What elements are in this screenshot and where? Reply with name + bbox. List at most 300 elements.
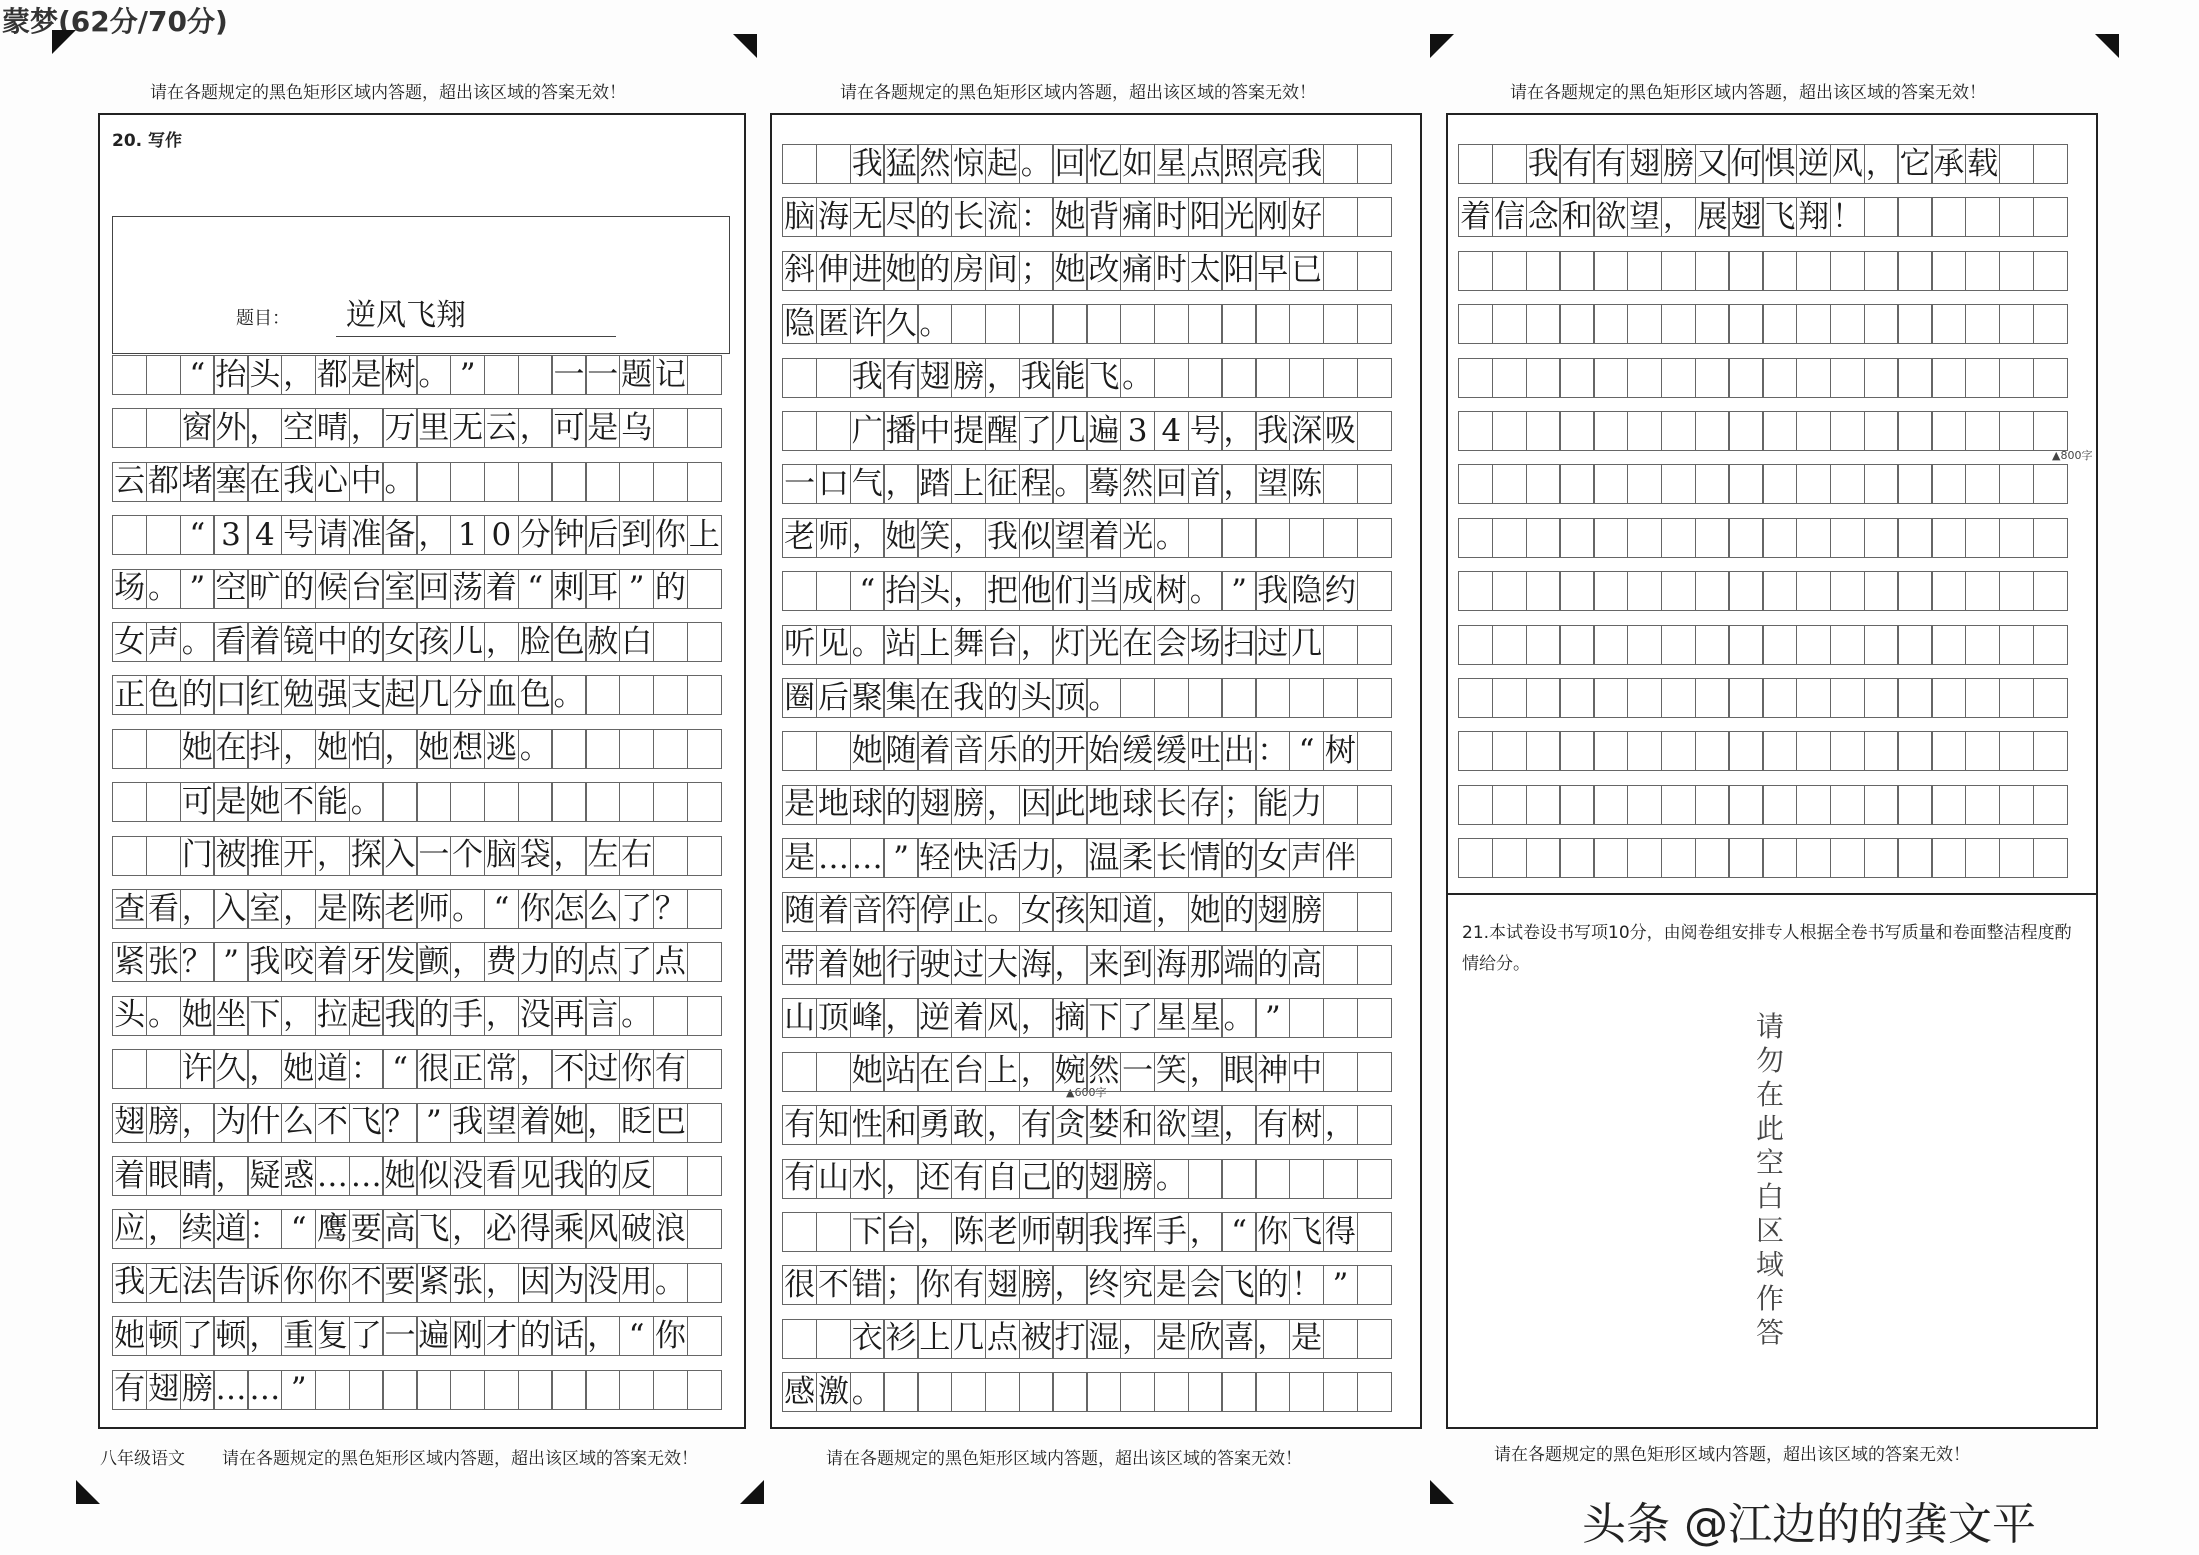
grid-cell: 了 — [1019, 411, 1054, 451]
grid-cell: 很 — [782, 1265, 817, 1305]
grid-cell: 着 — [484, 569, 519, 609]
grid-cell: 心 — [315, 462, 350, 502]
grid-cell — [1661, 678, 1696, 718]
grid-row — [112, 889, 720, 929]
grid-cell — [1188, 358, 1223, 398]
grid-cell: 舞 — [951, 625, 986, 665]
grid-cell: 牙 — [349, 942, 384, 982]
grid-cell: 窗 — [180, 408, 215, 448]
grid-cell: 。 — [653, 1263, 688, 1303]
grid-cell: 的 — [985, 678, 1020, 718]
grid-cell: 树 — [382, 355, 417, 395]
grid-cell: 望 — [484, 1103, 519, 1143]
grid-cell — [1695, 785, 1730, 825]
grid-cell: 水 — [850, 1159, 885, 1199]
grid-cell: 师 — [416, 889, 451, 929]
grid-row — [1458, 571, 2066, 611]
grid-cell: 是 — [1154, 1319, 1189, 1359]
grid-cell: 告 — [213, 1263, 248, 1303]
grid-cell: 球 — [850, 785, 885, 825]
grid-cell — [687, 782, 722, 822]
grid-cell: 中 — [349, 462, 384, 502]
grid-cell: 如 — [1120, 144, 1155, 184]
grid-cell: 里 — [416, 408, 451, 448]
grid-cell — [2033, 197, 2068, 237]
grid-cell: 她 — [281, 1049, 316, 1089]
grid-cell — [1627, 625, 1662, 665]
grid-cell: 为 — [213, 1103, 248, 1143]
grid-cell: “ — [850, 571, 885, 611]
grid-cell: 时 — [1154, 251, 1189, 291]
grid-cell: 孩 — [416, 622, 451, 662]
grid-cell — [1965, 731, 2000, 771]
grid-cell: ， — [883, 998, 918, 1038]
grid-cell: 的 — [1255, 1265, 1290, 1305]
grid-cell: 。 — [349, 782, 384, 822]
grid-cell: “ — [518, 569, 553, 609]
grid-cell: 反 — [619, 1156, 654, 1196]
grid-cell — [1796, 358, 1831, 398]
grid-cell: 我 — [281, 462, 316, 502]
grid-cell: 破 — [619, 1209, 654, 1249]
grid-cell: 似 — [416, 1156, 451, 1196]
grid-cell: 性 — [850, 1105, 885, 1145]
grid-cell: 能 — [315, 782, 350, 822]
grid-cell: ” — [450, 355, 485, 395]
grid-cell — [112, 515, 147, 555]
grid-cell: 在 — [1120, 625, 1155, 665]
grid-cell: 不 — [315, 1103, 350, 1143]
grid-cell — [1728, 518, 1763, 558]
grid-row — [782, 304, 1390, 344]
grid-cell: 的 — [585, 1156, 620, 1196]
grid-cell: 衣 — [850, 1319, 885, 1359]
grid-cell — [1830, 251, 1865, 291]
grid-cell: 拉 — [315, 996, 350, 1036]
grid-cell: 看 — [484, 1156, 519, 1196]
grid-cell — [1931, 678, 1966, 718]
grid-cell: 在 — [213, 729, 248, 769]
grid-cell: 树 — [1323, 731, 1358, 771]
grid-cell — [1323, 945, 1358, 985]
grid-cell: 当 — [1086, 571, 1121, 611]
grid-cell: 那 — [1188, 945, 1223, 985]
grid-cell — [1796, 731, 1831, 771]
grid-cell — [450, 1370, 485, 1410]
grid-cell: 刚 — [450, 1316, 485, 1356]
grid-cell: ， — [146, 1209, 181, 1249]
grid-cell — [1796, 251, 1831, 291]
grid-cell: 赦 — [585, 622, 620, 662]
grid-row — [782, 571, 1390, 611]
grid-cell — [1323, 144, 1358, 184]
grid-cell: 师 — [816, 518, 851, 558]
grid-cell — [1864, 464, 1899, 504]
grid-cell — [551, 1370, 586, 1410]
grid-cell: 想 — [450, 729, 485, 769]
grid-cell: 风 — [1830, 144, 1865, 184]
grid-cell — [1728, 304, 1763, 344]
question-20-number: 20. 写作 — [112, 131, 183, 151]
grid-cell — [1897, 251, 1932, 291]
grid-cell: 场 — [112, 569, 147, 609]
grid-cell: 脑 — [782, 197, 817, 237]
grid-cell: 喜 — [1221, 1319, 1256, 1359]
grid-cell — [518, 782, 553, 822]
grid-cell: ， — [1120, 1319, 1155, 1359]
grid-cell: 我 — [850, 144, 885, 184]
grid-cell — [985, 304, 1020, 344]
grid-cell: 可 — [180, 782, 215, 822]
grid-cell: ， — [1255, 1319, 1290, 1359]
word-mark-800: ▲800字 — [2052, 449, 2093, 462]
grid-cell: 摘 — [1052, 998, 1087, 1038]
grid-cell: 和 — [1559, 197, 1594, 237]
grid-cell: 程 — [1019, 464, 1054, 504]
grid-cell: 能 — [1255, 785, 1290, 825]
grid-cell — [1357, 358, 1392, 398]
grid-cell: 没 — [585, 1263, 620, 1303]
grid-cell — [1357, 1212, 1392, 1252]
grid-cell: ， — [917, 1212, 952, 1252]
grid-cell: 打 — [1052, 1319, 1087, 1359]
grid-cell: 堵 — [180, 462, 215, 502]
grid-cell: 点 — [653, 942, 688, 982]
grid-cell: 见 — [816, 625, 851, 665]
grid-cell — [1897, 785, 1932, 825]
grid-cell: 成 — [1120, 571, 1155, 611]
grid-cell: 她 — [180, 996, 215, 1036]
grid-cell: ！ — [1289, 1265, 1324, 1305]
grid-cell: ， — [585, 1316, 620, 1356]
grid-cell: 许 — [850, 304, 885, 344]
grid-cell: 无 — [450, 408, 485, 448]
grid-cell: 4 — [247, 515, 282, 555]
grid-cell — [1559, 678, 1594, 718]
grid-cell: 用 — [619, 1263, 654, 1303]
grid-cell: 逆 — [1796, 144, 1831, 184]
grid-cell: 常 — [484, 1049, 519, 1089]
grid-cell: 0 — [484, 515, 519, 555]
grid-cell: 贪 — [1052, 1105, 1087, 1145]
grid-cell — [1897, 571, 1932, 611]
grid-cell — [1830, 625, 1865, 665]
grid-cell — [1965, 411, 2000, 451]
grid-cell — [619, 782, 654, 822]
grid-cell: 峰 — [850, 998, 885, 1038]
grid-cell — [1931, 518, 1966, 558]
grid-cell — [1864, 518, 1899, 558]
grid-cell — [146, 515, 181, 555]
grid-cell: 外 — [213, 408, 248, 448]
grid-cell — [146, 729, 181, 769]
grid-cell: 然 — [1086, 1052, 1121, 1092]
grid-cell: 头 — [112, 996, 147, 1036]
grid-cell: “ — [180, 515, 215, 555]
grid-row — [1458, 411, 2066, 451]
grid-row — [112, 996, 720, 1036]
grid-cell: 入 — [213, 889, 248, 929]
grid-cell: 准 — [349, 515, 384, 555]
grid-cell — [1864, 625, 1899, 665]
grid-cell: 惧 — [1762, 144, 1797, 184]
grid-cell — [1830, 838, 1865, 878]
grid-row — [1458, 251, 2066, 291]
grid-cell — [1695, 411, 1730, 451]
grid-cell: 起 — [985, 144, 1020, 184]
grid-cell — [1255, 518, 1290, 558]
grid-cell: 抖 — [247, 729, 282, 769]
grid-row — [782, 998, 1390, 1038]
grid-cell — [951, 1372, 986, 1412]
grid-row — [782, 1319, 1390, 1359]
grid-cell: 复 — [315, 1316, 350, 1356]
grid-cell: 了 — [619, 942, 654, 982]
grid-cell — [1864, 785, 1899, 825]
grid-cell: 然 — [1120, 464, 1155, 504]
grid-cell: 符 — [883, 892, 918, 932]
grid-cell: 星 — [1154, 998, 1189, 1038]
grid-cell — [1796, 304, 1831, 344]
grid-cell: 发 — [382, 942, 417, 982]
grid-cell: 树 — [1154, 571, 1189, 611]
grid-cell — [816, 1319, 851, 1359]
grid-cell: 斜 — [782, 251, 817, 291]
grid-cell — [1999, 678, 2034, 718]
grid-cell — [1627, 678, 1662, 718]
grid-cell: 乌 — [619, 408, 654, 448]
grid-cell — [1154, 304, 1189, 344]
title-label: 题目： — [236, 308, 290, 329]
grid-cell — [1289, 1372, 1324, 1412]
grid-cell — [1559, 251, 1594, 291]
grid-cell: 无 — [146, 1263, 181, 1303]
grid-cell: ， — [1323, 1105, 1358, 1145]
grid-cell: 他 — [1019, 571, 1054, 611]
grid-cell — [1188, 304, 1223, 344]
grid-cell: ， — [484, 996, 519, 1036]
grid-cell — [1695, 304, 1730, 344]
essay-title: 逆风飞翔 — [336, 290, 616, 337]
grid-cell — [1897, 411, 1932, 451]
grid-cell — [687, 1103, 722, 1143]
grid-cell — [1897, 304, 1932, 344]
grid-cell — [687, 622, 722, 662]
grid-cell — [1289, 304, 1324, 344]
grid-cell — [1357, 518, 1392, 558]
grid-cell — [1864, 197, 1899, 237]
grid-cell: 把 — [985, 571, 1020, 611]
grid-cell — [1221, 518, 1256, 558]
grid-cell: 提 — [951, 411, 986, 451]
grid-cell: 望 — [1627, 197, 1662, 237]
grid-cell: 着 — [518, 1103, 553, 1143]
grid-cell: 她 — [180, 729, 215, 769]
grid-cell — [1593, 838, 1628, 878]
grid-cell: ” — [213, 942, 248, 982]
grid-cell: 膀 — [1289, 892, 1324, 932]
grid-cell: 着 — [112, 1156, 147, 1196]
grid-row — [112, 355, 720, 395]
grid-cell: 查 — [112, 889, 147, 929]
grid-cell — [1830, 411, 1865, 451]
grid-cell: 因 — [518, 1263, 553, 1303]
grid-cell: 巴 — [653, 1103, 688, 1143]
grid-cell: 浪 — [653, 1209, 688, 1249]
grid-cell: 了 — [180, 1316, 215, 1356]
grid-cell — [687, 1370, 722, 1410]
grid-cell: “ — [382, 1049, 417, 1089]
grid-cell: 惊 — [951, 144, 986, 184]
grid-row — [112, 729, 720, 769]
grid-cell: 膀 — [951, 358, 986, 398]
grid-cell — [1864, 731, 1899, 771]
grid-cell: 强 — [315, 675, 350, 715]
grid-cell: 不 — [281, 782, 316, 822]
grid-cell: 了 — [619, 889, 654, 929]
grid-cell — [1357, 144, 1392, 184]
grid-cell — [1458, 411, 1493, 451]
grid-cell — [1931, 251, 1966, 291]
grid-cell: 再 — [551, 996, 586, 1036]
grid-cell: … — [850, 838, 885, 878]
grid-cell — [1999, 785, 2034, 825]
grid-cell: 大 — [985, 945, 1020, 985]
grid-cell: 有 — [1019, 1105, 1054, 1145]
grid-cell — [1526, 518, 1561, 558]
grid-cell — [1289, 678, 1324, 718]
grid-cell: 应 — [112, 1209, 147, 1249]
grid-cell — [1830, 678, 1865, 718]
grid-row — [112, 408, 720, 448]
grid-cell — [687, 408, 722, 448]
grid-cell — [1120, 678, 1155, 718]
grid-cell: 风 — [585, 1209, 620, 1249]
grid-cell: 开 — [1052, 731, 1087, 771]
grid-cell — [1492, 838, 1527, 878]
grid-cell — [2033, 304, 2068, 344]
grid-cell: 刚 — [1255, 197, 1290, 237]
grid-cell: 上 — [985, 1052, 1020, 1092]
grid-cell — [2033, 625, 2068, 665]
grid-cell — [484, 1370, 519, 1410]
grid-cell — [1559, 571, 1594, 611]
grid-cell — [112, 408, 147, 448]
grid-cell: ？ — [382, 1103, 417, 1143]
grid-cell: 来 — [1086, 945, 1121, 985]
grid-cell — [1796, 411, 1831, 451]
bottom-notice-3: 请在各题规定的黑色矩形区域内答题，超出该区域的答案无效！ — [1494, 1445, 1970, 1465]
grid-cell: 是 — [315, 889, 350, 929]
grid-cell: 要 — [382, 1263, 417, 1303]
grid-cell: 的 — [416, 996, 451, 1036]
grid-cell: 。 — [180, 622, 215, 662]
grid-cell: ， — [1052, 838, 1087, 878]
grid-cell: 下 — [1086, 998, 1121, 1038]
grid-cell: 翅 — [917, 358, 952, 398]
grid-cell: 是 — [1154, 1265, 1189, 1305]
grid-cell — [951, 304, 986, 344]
grid-cell: 色 — [518, 675, 553, 715]
grid-cell: 在 — [247, 462, 282, 502]
grid-cell: 法 — [180, 1263, 215, 1303]
grid-cell — [1695, 518, 1730, 558]
grid-cell — [1661, 731, 1696, 771]
grid-cell — [1323, 678, 1358, 718]
grid-cell: ， — [450, 1209, 485, 1249]
grid-cell — [1289, 358, 1324, 398]
grid-cell — [2033, 144, 2068, 184]
grid-row — [782, 838, 1390, 878]
grid-cell: 着 — [315, 942, 350, 982]
grid-cell — [416, 782, 451, 822]
grid-cell: 血 — [484, 675, 519, 715]
grid-cell: 女 — [382, 622, 417, 662]
grid-cell: 你 — [619, 1049, 654, 1089]
grid-cell: “ — [1289, 731, 1324, 771]
grid-cell: 没 — [518, 996, 553, 1036]
grid-cell: 抬 — [213, 355, 248, 395]
grid-cell: 隐 — [1289, 571, 1324, 611]
grid-cell: 我 — [1255, 411, 1290, 451]
grid-cell — [1728, 571, 1763, 611]
grid-cell — [1458, 625, 1493, 665]
grid-cell: 。 — [450, 889, 485, 929]
grid-cell — [1897, 197, 1932, 237]
grid-cell — [112, 729, 147, 769]
grid-cell: 圈 — [782, 678, 817, 718]
grid-cell: ， — [850, 518, 885, 558]
grid-cell: 是 — [1289, 1319, 1324, 1359]
grid-cell: 念 — [1526, 197, 1561, 237]
grid-cell: 征 — [985, 464, 1020, 504]
grid-cell — [1357, 197, 1392, 237]
grid-cell: 紧 — [112, 942, 147, 982]
grid-row — [782, 197, 1390, 237]
grid-cell: 颤 — [416, 942, 451, 982]
grid-cell: 阳 — [1221, 251, 1256, 291]
grid-cell: 踏 — [917, 464, 952, 504]
grid-cell: 紧 — [416, 1263, 451, 1303]
grid-cell — [146, 836, 181, 876]
grid-row — [112, 1316, 720, 1356]
grid-cell: 很 — [416, 1049, 451, 1089]
grid-cell: 个 — [450, 836, 485, 876]
grid-cell — [1289, 518, 1324, 558]
grid-cell: 载 — [1965, 144, 2000, 184]
grid-cell: 始 — [1086, 731, 1121, 771]
grid-cell: 力 — [1289, 785, 1324, 825]
grid-cell: 时 — [1154, 197, 1189, 237]
grid-row — [782, 892, 1390, 932]
grid-cell: 能 — [1052, 358, 1087, 398]
grid-cell — [1796, 625, 1831, 665]
grid-cell — [1526, 571, 1561, 611]
grid-row — [112, 1263, 720, 1303]
grid-cell: 湿 — [1086, 1319, 1121, 1359]
grid-cell: 台 — [951, 1052, 986, 1092]
grid-cell — [484, 462, 519, 502]
grid-cell: 的 — [281, 569, 316, 609]
grid-cell: 眼 — [1221, 1052, 1256, 1092]
grid-cell: 塞 — [213, 462, 248, 502]
grid-row — [112, 462, 720, 502]
grid-cell — [1627, 358, 1662, 398]
grid-cell: 醒 — [985, 411, 1020, 451]
grid-cell: 要 — [349, 1209, 384, 1249]
grid-cell: 不 — [551, 1049, 586, 1089]
grid-cell — [1559, 625, 1594, 665]
